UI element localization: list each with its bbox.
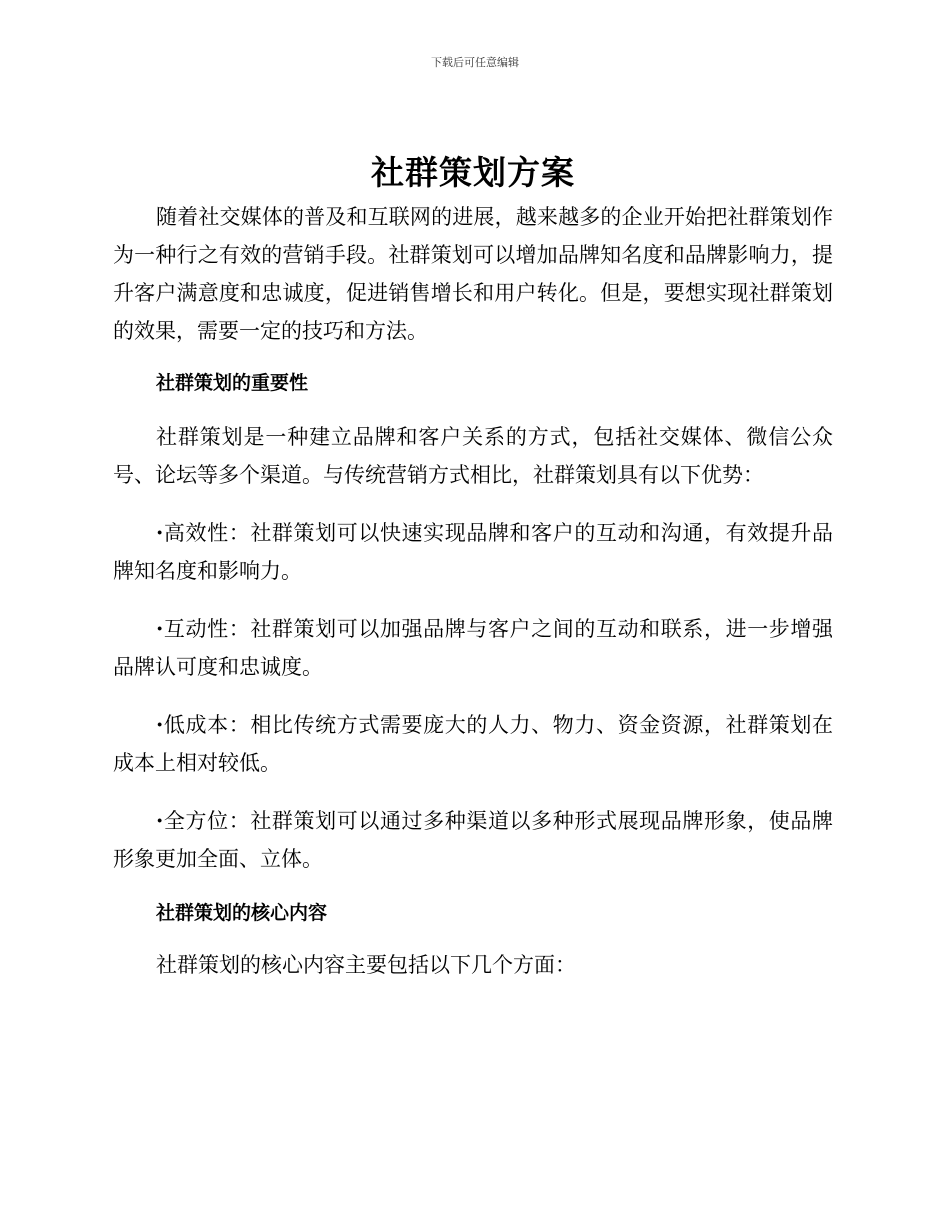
bullet-item-interactivity xyxy=(113,610,833,686)
bullet-text: 互动性：社群策划可以加强品牌与客户之间的互动和联系，进一步增强品牌认可度和忠诚度。 xyxy=(113,617,833,679)
core-content-paragraph: 社群策划的核心内容主要包括以下几个方面： xyxy=(156,953,576,977)
bullet-marker: · xyxy=(156,616,164,641)
document-title: 社群策划方案 xyxy=(371,153,575,192)
section-heading-importance: 社群策划的重要性 xyxy=(156,372,309,394)
importance-paragraph: 社群策划是一种建立品牌和客户关系的方式，包括社交媒体、微信公众号、论坛等多个渠道。与传统营销方式相比，社群策划具有以下优势： xyxy=(113,425,833,487)
bullet-item-low-cost xyxy=(113,706,833,782)
header-note: 下载后可任意编辑 xyxy=(431,56,519,69)
bullet-text: 全方位：社群策划可以通过多种渠道以多种形式展现品牌形象，使品牌形象更加全面、立体。 xyxy=(113,809,833,871)
bullet-text: 高效性：社群策划可以快速实现品牌和客户的互动和沟通，有效提升品牌知名度和影响力。 xyxy=(113,521,833,583)
bullet-item-efficiency xyxy=(113,514,833,590)
bullet-text: 低成本：相比传统方式需要庞大的人力、物力、资金资源，社群策划在成本上相对较低。 xyxy=(113,713,833,775)
bullet-marker: · xyxy=(156,520,164,545)
bullet-item-all-round xyxy=(113,802,833,878)
intro-paragraph: 随着社交媒体的普及和互联网的进展，越来越多的企业开始把社群策划作为一种行之有效的营销手段。社群策划可以增加品牌知名度和品牌影响力，提升客户满意度和忠诚度，促进销售增长和用户转化。但是，要想实现社群策划的效果，需要一定的技巧和方法。 xyxy=(113,205,833,343)
section-heading-core-content: 社群策划的核心内容 xyxy=(156,902,328,924)
document-body xyxy=(113,150,833,984)
bullet-marker: · xyxy=(156,808,164,833)
bullet-marker: · xyxy=(156,712,164,737)
